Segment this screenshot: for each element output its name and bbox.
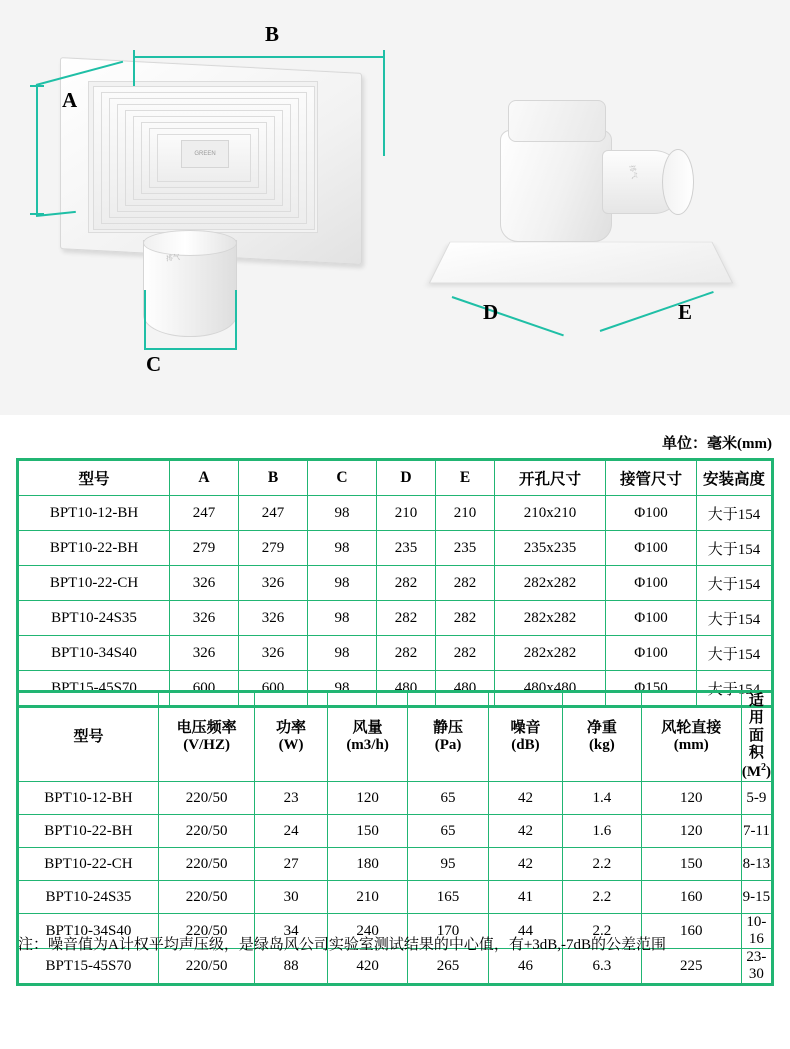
cell-opening-size: 282x282 [495,636,606,671]
cell-opening-size: 235x235 [495,531,606,566]
table-row [18,848,773,881]
cell-duct-size: Φ100 [606,566,697,601]
cell-duct-size: Φ100 [606,496,697,531]
cell-impeller: 160 [641,914,741,949]
col-header-airflow-line1: 风量 [352,719,383,736]
cell-area: 8-13 [741,848,772,881]
cell-weight: 1.4 [563,782,641,815]
air-outlet-rim [662,149,694,215]
col-header-opening-size: 开孔尺寸 [495,460,606,496]
cell-static-pressure: 165 [408,881,488,914]
cell-e: 235 [436,531,495,566]
cell-model: BPT15-45S70 [18,949,159,985]
cell-duct-size: Φ100 [606,601,697,636]
cell-install-height: 大于154 [697,671,773,707]
cell-c: 98 [308,531,377,566]
cell-c: 98 [308,566,377,601]
cell-static-pressure: 95 [408,848,488,881]
table-row [18,636,773,671]
col-header-voltage-line2: (V/HZ) [183,737,230,754]
cell-model: BPT15-45S70 [18,671,170,707]
cell-install-height: 大于154 [697,566,773,601]
cell-airflow: 150 [327,815,408,848]
cell-d: 282 [377,601,436,636]
table-row [18,496,773,531]
duct-label-text: 排气 [165,254,181,263]
cell-model: BPT10-12-BH [18,782,159,815]
col-header-static-pressure [408,692,488,782]
cell-airflow: 240 [327,914,408,949]
col-header-b: B [239,460,308,496]
dimension-label-c: C [146,352,162,376]
cell-impeller: 150 [641,848,741,881]
cell-voltage: 220/50 [158,848,254,881]
col-header-noise-line2: (dB) [511,737,540,754]
col-header-impeller-line2: (mm) [673,737,709,754]
cell-voltage: 220/50 [158,914,254,949]
cell-weight: 2.2 [563,914,641,949]
cell-noise: 41 [488,881,562,914]
louver-grille [88,81,318,233]
dimensions-table [16,458,774,708]
cell-c: 98 [308,601,377,636]
cell-duct-size: Φ100 [606,636,697,671]
cell-c: 98 [308,636,377,671]
cell-noise: 42 [488,815,562,848]
cell-c: 98 [308,671,377,707]
dimension-leader-b-left [133,56,135,86]
cell-voltage: 220/50 [158,815,254,848]
cell-voltage: 220/50 [158,881,254,914]
table-row [18,782,773,815]
dimension-line-b [133,56,385,58]
cell-a: 279 [170,531,239,566]
cell-model: BPT10-22-CH [18,566,170,601]
cell-d: 210 [377,496,436,531]
col-header-static-pressure-line1: 静压 [433,719,464,736]
cell-a: 247 [170,496,239,531]
motor-cover [508,100,606,142]
cell-b: 326 [239,566,308,601]
dimension-line-c [144,348,236,350]
mounting-plate [429,242,733,284]
col-header-area-line2: $(M^2)$ [741,762,771,780]
col-header-model: 型号 [18,460,170,496]
table-header-row [18,460,773,496]
col-header-weight-line2: (kg) [588,737,615,754]
table-row [18,881,773,914]
cell-b: 279 [239,531,308,566]
cell-noise: 42 [488,848,562,881]
cell-weight: 2.2 [563,881,641,914]
air-duct-rim [143,230,237,256]
col-header-voltage-line1: 电压频率 [176,719,237,736]
cell-opening-size: 282x282 [495,601,606,636]
table-row [18,531,773,566]
dimension-leader-c-left [144,290,146,350]
cell-model: BPT10-22-BH [18,531,170,566]
col-header-duct-size: 接管尺寸 [606,460,697,496]
table-header-row [18,692,773,782]
cell-model: BPT10-22-CH [18,848,159,881]
dimension-label-b: B [265,22,280,46]
cell-area: 10-16 [741,914,772,949]
cell-model: BPT10-34S40 [18,914,159,949]
col-header-weight-line1: 净重 [586,719,617,736]
dimension-label-e: E [678,300,693,324]
outlet-label-text: 排气 [627,164,638,180]
col-header-model-line1: 型号 [73,728,104,745]
col-header-power-line2: (W) [278,737,304,754]
cell-install-height: 大于154 [697,601,773,636]
cell-noise: 42 [488,782,562,815]
cell-static-pressure: 65 [408,782,488,815]
col-header-power [255,692,327,782]
cell-airflow: 120 [327,782,408,815]
cell-impeller: 160 [641,881,741,914]
dimension-label-d: D [483,300,499,324]
cell-opening-size: 210x210 [495,496,606,531]
cell-e: 480 [436,671,495,707]
left-product-view [48,55,398,355]
col-header-install-height: 安装高度 [697,460,773,496]
col-header-d: D [377,460,436,496]
cell-e: 210 [436,496,495,531]
cell-noise: 46 [488,949,562,985]
cell-weight: 6.3 [563,949,641,985]
product-illustration [0,0,790,415]
cell-duct-size: Φ150 [606,671,697,707]
col-header-area [741,692,772,782]
cell-c: 98 [308,496,377,531]
cell-airflow: 180 [327,848,408,881]
unit-note: 单位：毫米(mm) [662,436,772,452]
col-header-noise-line1: 噪音 [510,719,541,736]
cell-noise: 44 [488,914,562,949]
cell-duct-size: Φ100 [606,531,697,566]
cell-e: 282 [436,601,495,636]
cell-d: 235 [377,531,436,566]
cell-model: BPT10-24S35 [18,881,159,914]
cell-model: BPT10-22-BH [18,815,159,848]
cell-power: 23 [255,782,327,815]
cell-power: 30 [255,881,327,914]
col-header-e: E [436,460,495,496]
col-header-impeller [641,692,741,782]
cell-b: 247 [239,496,308,531]
col-header-noise [488,692,562,782]
cell-area: 23-30 [741,949,772,985]
table-row [18,815,773,848]
cell-e: 282 [436,636,495,671]
cell-opening-size: 480x480 [495,671,606,707]
dimension-line-a [36,85,38,215]
cell-static-pressure: 265 [408,949,488,985]
cell-install-height: 大于154 [697,636,773,671]
col-header-area-line1: 适用面积 [748,693,764,761]
col-header-voltage [158,692,254,782]
cell-install-height: 大于154 [697,531,773,566]
table-row [18,601,773,636]
cell-opening-size: 282x282 [495,566,606,601]
col-header-model [18,692,159,782]
cell-a: 600 [170,671,239,707]
cell-static-pressure: 65 [408,815,488,848]
cell-power: 34 [255,914,327,949]
cell-weight: 2.2 [563,848,641,881]
col-header-a: A [170,460,239,496]
col-header-c: C [308,460,377,496]
cell-area: 5-9 [741,782,772,815]
col-header-power-line1: 功率 [276,719,307,736]
cell-static-pressure: 170 [408,914,488,949]
col-header-airflow-line2: (m3/h) [346,737,389,754]
cell-power: 88 [255,949,327,985]
cell-e: 282 [436,566,495,601]
cell-airflow: 210 [327,881,408,914]
cell-impeller: 225 [641,949,741,985]
cell-model: BPT10-12-BH [18,496,170,531]
cell-d: 480 [377,671,436,707]
cell-power: 27 [255,848,327,881]
cell-voltage: 220/50 [158,949,254,985]
cell-area: 9-15 [741,881,772,914]
area-superscript: 2 [761,762,766,773]
col-header-static-pressure-line2: (Pa) [434,737,462,754]
cell-b: 326 [239,601,308,636]
cell-d: 282 [377,566,436,601]
cell-model: BPT10-34S40 [18,636,170,671]
cell-b: 600 [239,671,308,707]
col-header-weight [563,692,641,782]
cell-install-height: 大于154 [697,496,773,531]
cell-d: 282 [377,636,436,671]
cell-power: 24 [255,815,327,848]
cell-impeller: 120 [641,782,741,815]
cell-model: BPT10-24S35 [18,601,170,636]
footnote-text: 注：噪音值为A计权平均声压级，是绿岛风公司实验室测试结果的中心值，有+3dB,-7dB的公差范围 [18,937,667,953]
cell-impeller: 120 [641,815,741,848]
cell-voltage: 220/50 [158,782,254,815]
cell-a: 326 [170,566,239,601]
col-header-impeller-line1: 风轮直接 [661,719,722,736]
col-header-airflow [327,692,408,782]
dimension-leader-c-right [235,290,237,350]
dimension-leader-b-right [383,56,385,156]
right-product-view [430,75,750,365]
cell-a: 326 [170,636,239,671]
cell-a: 326 [170,601,239,636]
cell-b: 326 [239,636,308,671]
brand-badge: GREEN [181,140,229,168]
cell-airflow: 420 [327,949,408,985]
dimension-label-a: A [62,88,78,112]
fan-housing [500,130,612,242]
cell-area: 7-11 [741,815,772,848]
cell-weight: 1.6 [563,815,641,848]
table-row [18,566,773,601]
